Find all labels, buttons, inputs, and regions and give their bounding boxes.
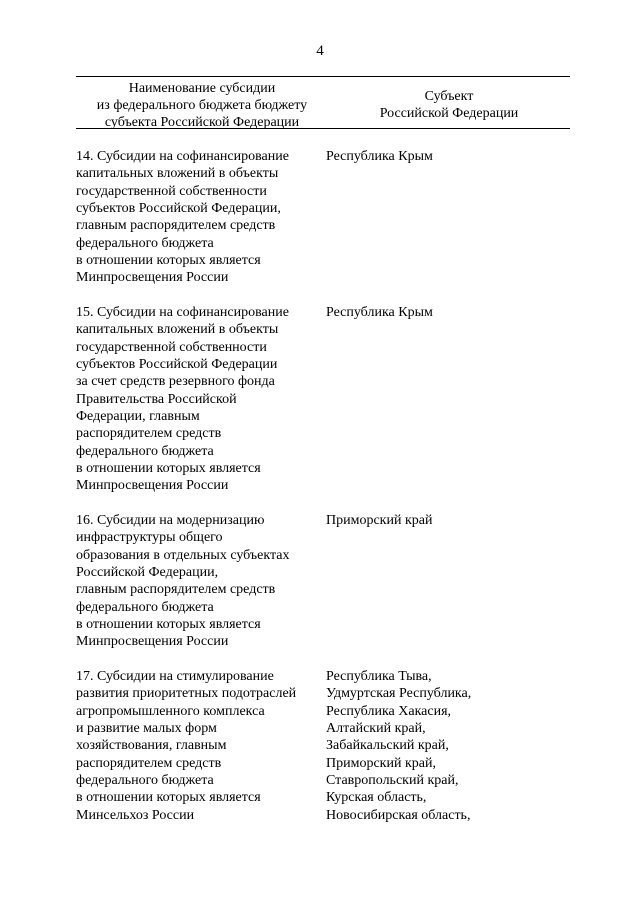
subject-cell: Республика Тыва, Удмуртская Республика, Республика Хакасия, Алтайский край, Забайкальский край, Приморский край, Ставропольский край, Курская область, Новосибирская область, <box>326 669 472 823</box>
column-header-subsidy: Наименование субсидии из федерального бюджета бюджету субъекта Российской Федерации <box>96 81 308 130</box>
page-number: 4 <box>316 43 324 59</box>
subsidy-name-cell: 16. Субсидии на модернизацию инфраструктуры общего образования в отдельных субъектах Российской Федерации, главным распорядителем средств федерального бюджета в отношении которых является Минпросвещения России <box>76 513 290 650</box>
table-header-bottom-rule <box>76 128 570 129</box>
subject-cell: Республика Крым <box>326 305 433 320</box>
table-header-top-rule <box>76 76 570 77</box>
subject-cell: Приморский край <box>326 513 433 528</box>
subsidy-name-cell: 17. Субсидии на стимулирование развития приоритетных подотраслей агропромышленного комплекса и развитие малых форм хозяйствования, главным распорядителем средств федерального бюджета в отношении которых является Минсельхоз России <box>76 669 297 823</box>
subsidy-name-cell: 15. Субсидии на софинансирование капитальных вложений в объекты государственной собственности субъектов Российской Федерации за счет средств резервного фонда Правительства Российской Федерации, главным распорядителем средств федерального бюджета в отношении которых является Минпросвещения России <box>76 305 289 494</box>
column-header-subject: Субъект Российской Федерации <box>379 89 519 121</box>
subject-cell: Республика Крым <box>326 149 433 164</box>
subsidy-name-cell: 14. Субсидии на софинансирование капитальных вложений в объекты государственной собственности субъектов Российской Федерации, главным распорядителем средств федерального бюджета в отношении которых является Минпросвещения России <box>76 149 289 286</box>
